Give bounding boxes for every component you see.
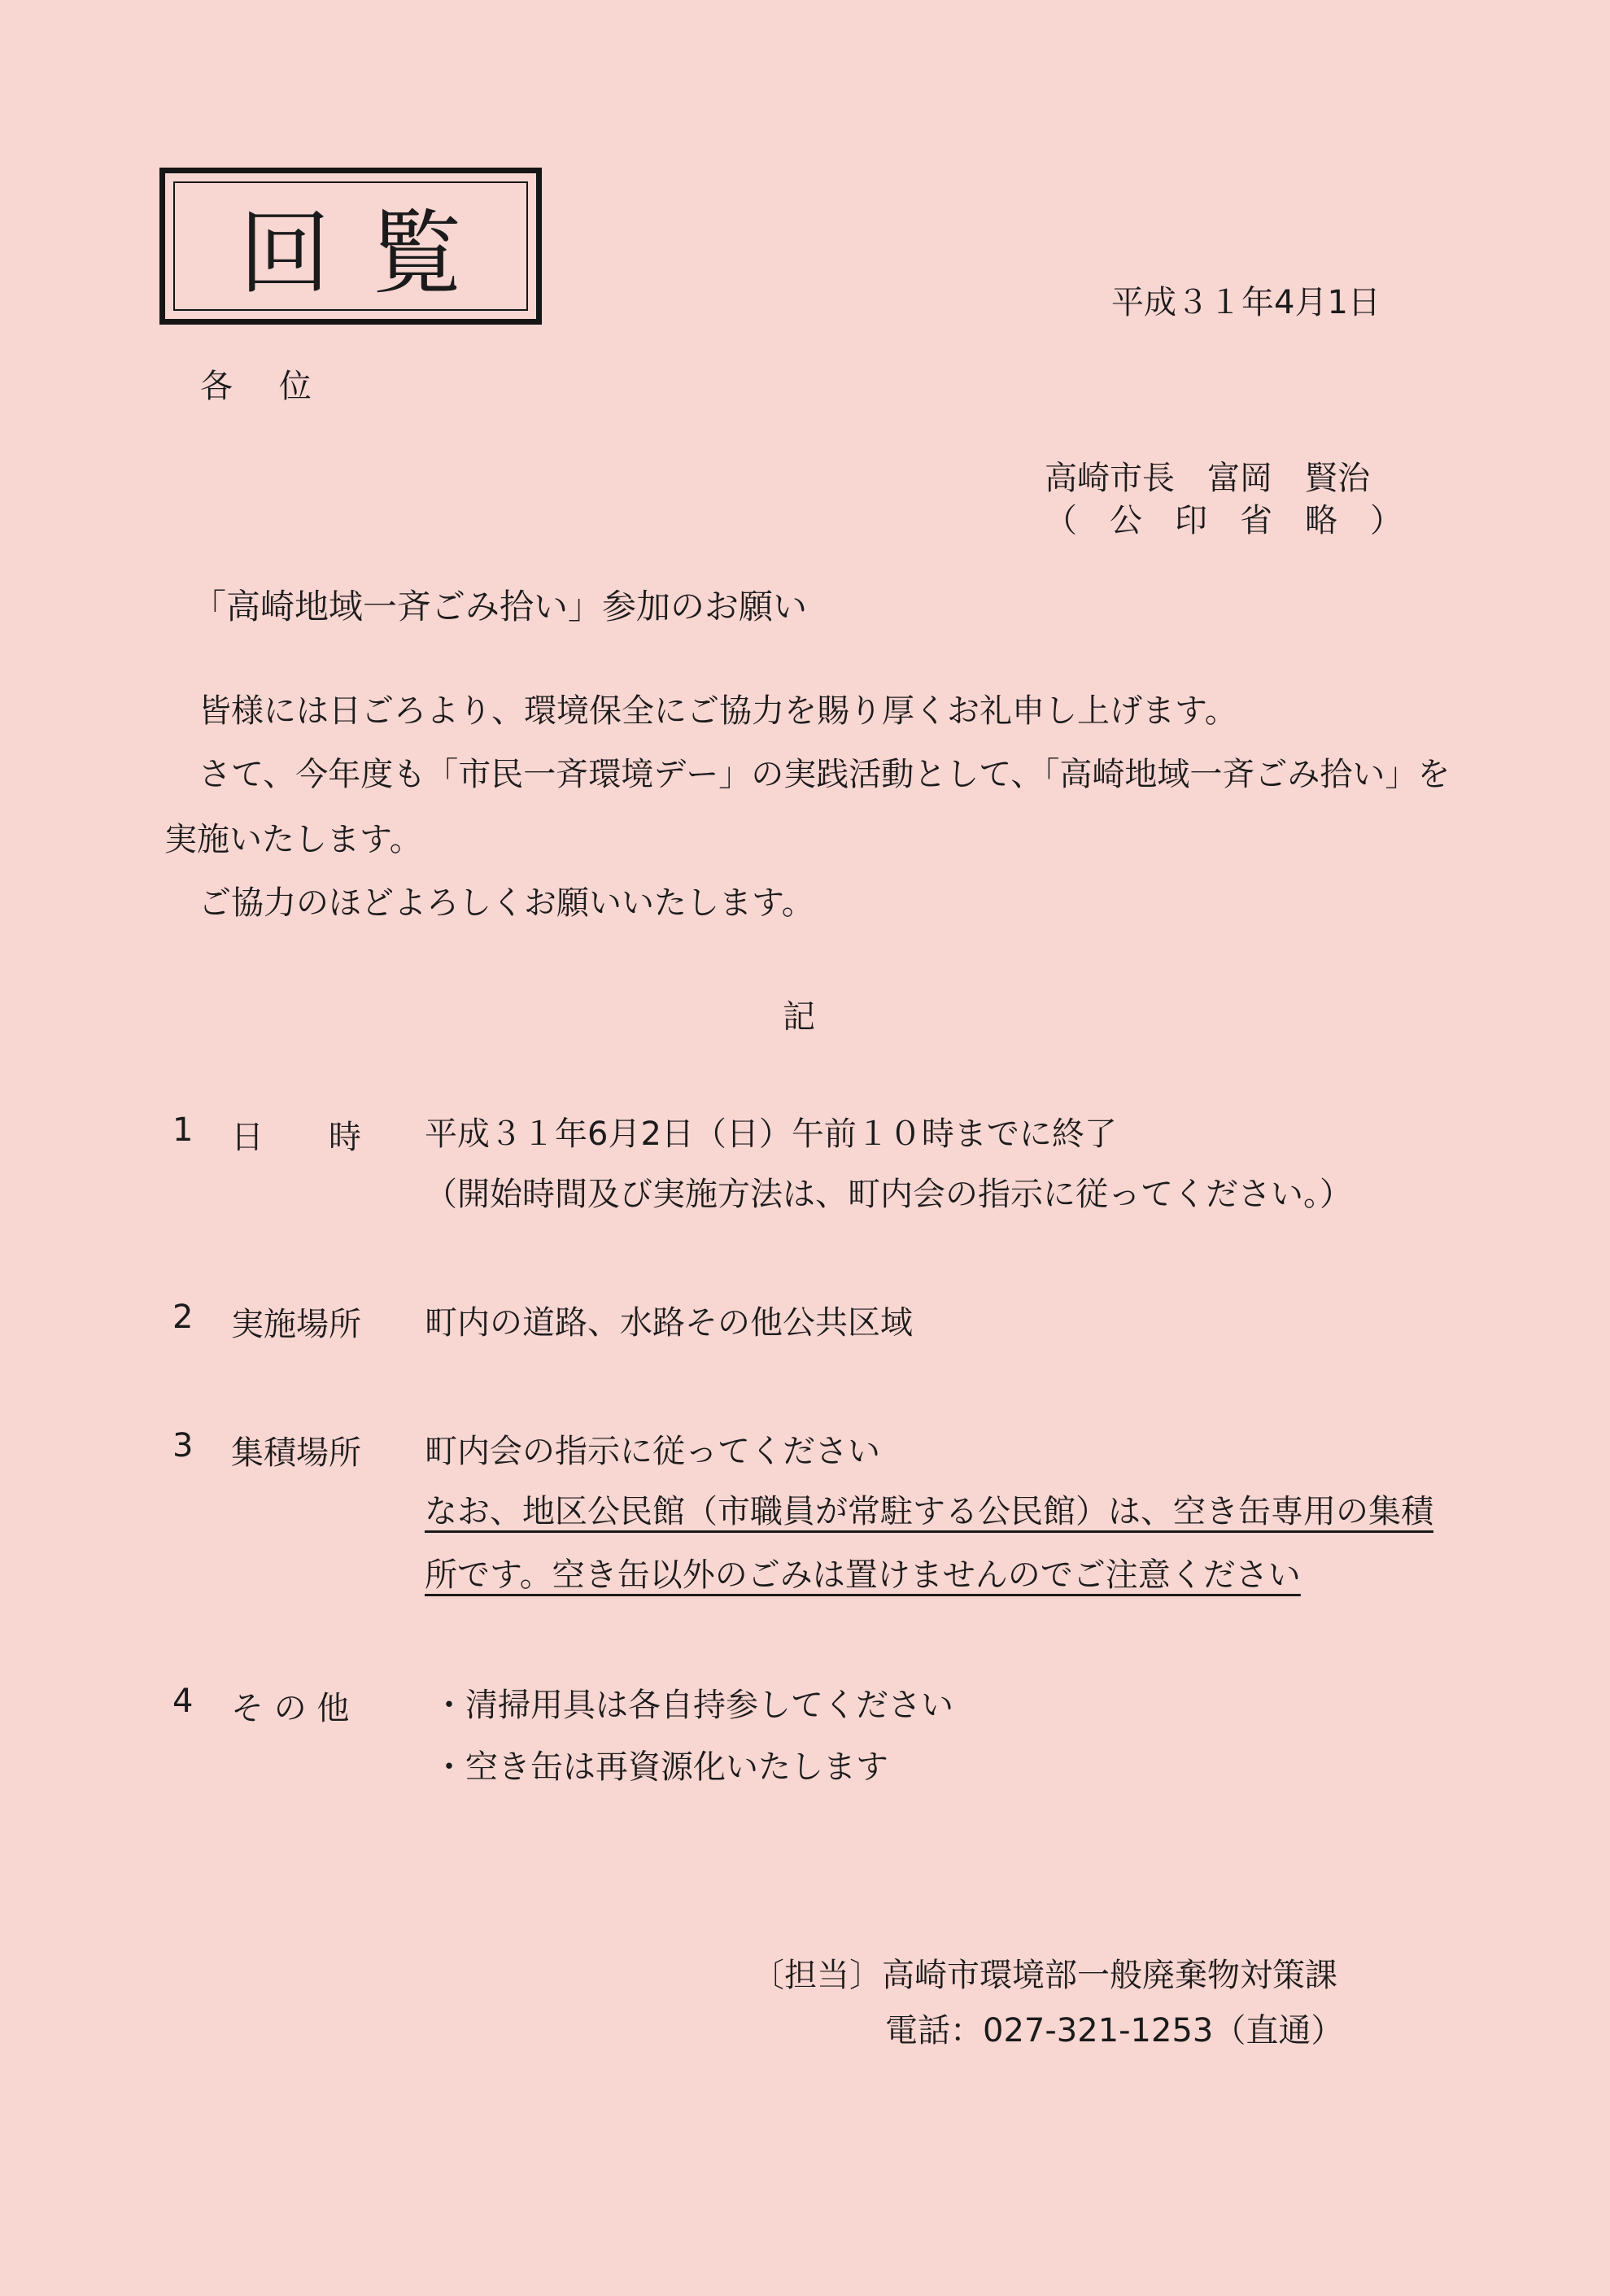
item-value: （開始時間及び実施方法は、町内会の指示に従ってください。） [425,1176,1352,1213]
body-paragraph-2: さて、今年度も「市民一斉環境デー」の実践活動として、「高崎地域一斉ごみ拾い」を [199,756,1451,793]
contact-department: 〔担当〕高崎市環境部一般廃棄物対策課 [752,1957,1337,1994]
item-value: 平成３１年6月2日（日）午前１０時までに終了 [425,1115,1117,1153]
item-number: 3 [172,1427,194,1464]
item-number: 2 [172,1299,194,1336]
item-note-underlined: 所です。空き缶以外のごみは置けませんのでご注意ください [425,1556,1301,1594]
contact-phone: 電話：027-321-1253（直通） [885,2012,1344,2049]
kairan-stamp-box [159,168,542,325]
item-label-datetime: 日 時 [231,1119,361,1156]
item-label-collection-point: 集積場所 [231,1434,361,1472]
stamp-title: 回覧 [173,181,528,311]
issue-date: 平成３１年4月1日 [1111,284,1381,321]
item-label-location: 実施場所 [231,1306,361,1343]
addressee: 各 位 [200,368,329,405]
seal-omitted-note: （ 公 印 省 略 ） [1045,502,1403,539]
item-bullet: ・清掃用具は各自持参してください [433,1687,953,1724]
body-paragraph-3: ご協力のほどよろしくお願いいたします。 [199,884,814,922]
item-value: 町内会の指示に従ってください [425,1433,880,1470]
item-note-underlined: なお、地区公民館（市職員が常駐する公民館）は、空き缶専用の集積 [425,1493,1433,1530]
body-paragraph-2-cont: 実施いたします。 [164,821,422,858]
body-paragraph-1: 皆様には日ごろより、環境保全にご協力を賜り厚くお礼申し上げます。 [199,692,1237,730]
sender-name: 高崎市長 富岡 賢治 [1045,460,1370,497]
item-label-other: そ の 他 [231,1690,350,1727]
item-bullet: ・空き缶は再資源化いたします [433,1748,888,1786]
item-value: 町内の道路、水路その他公共区域 [425,1304,913,1342]
subject-line: 「高崎地域一斉ごみ拾い」参加のお願い [192,587,808,626]
item-number: 1 [172,1111,194,1149]
ki-marker: 記 [783,998,815,1036]
item-number: 4 [172,1683,194,1720]
